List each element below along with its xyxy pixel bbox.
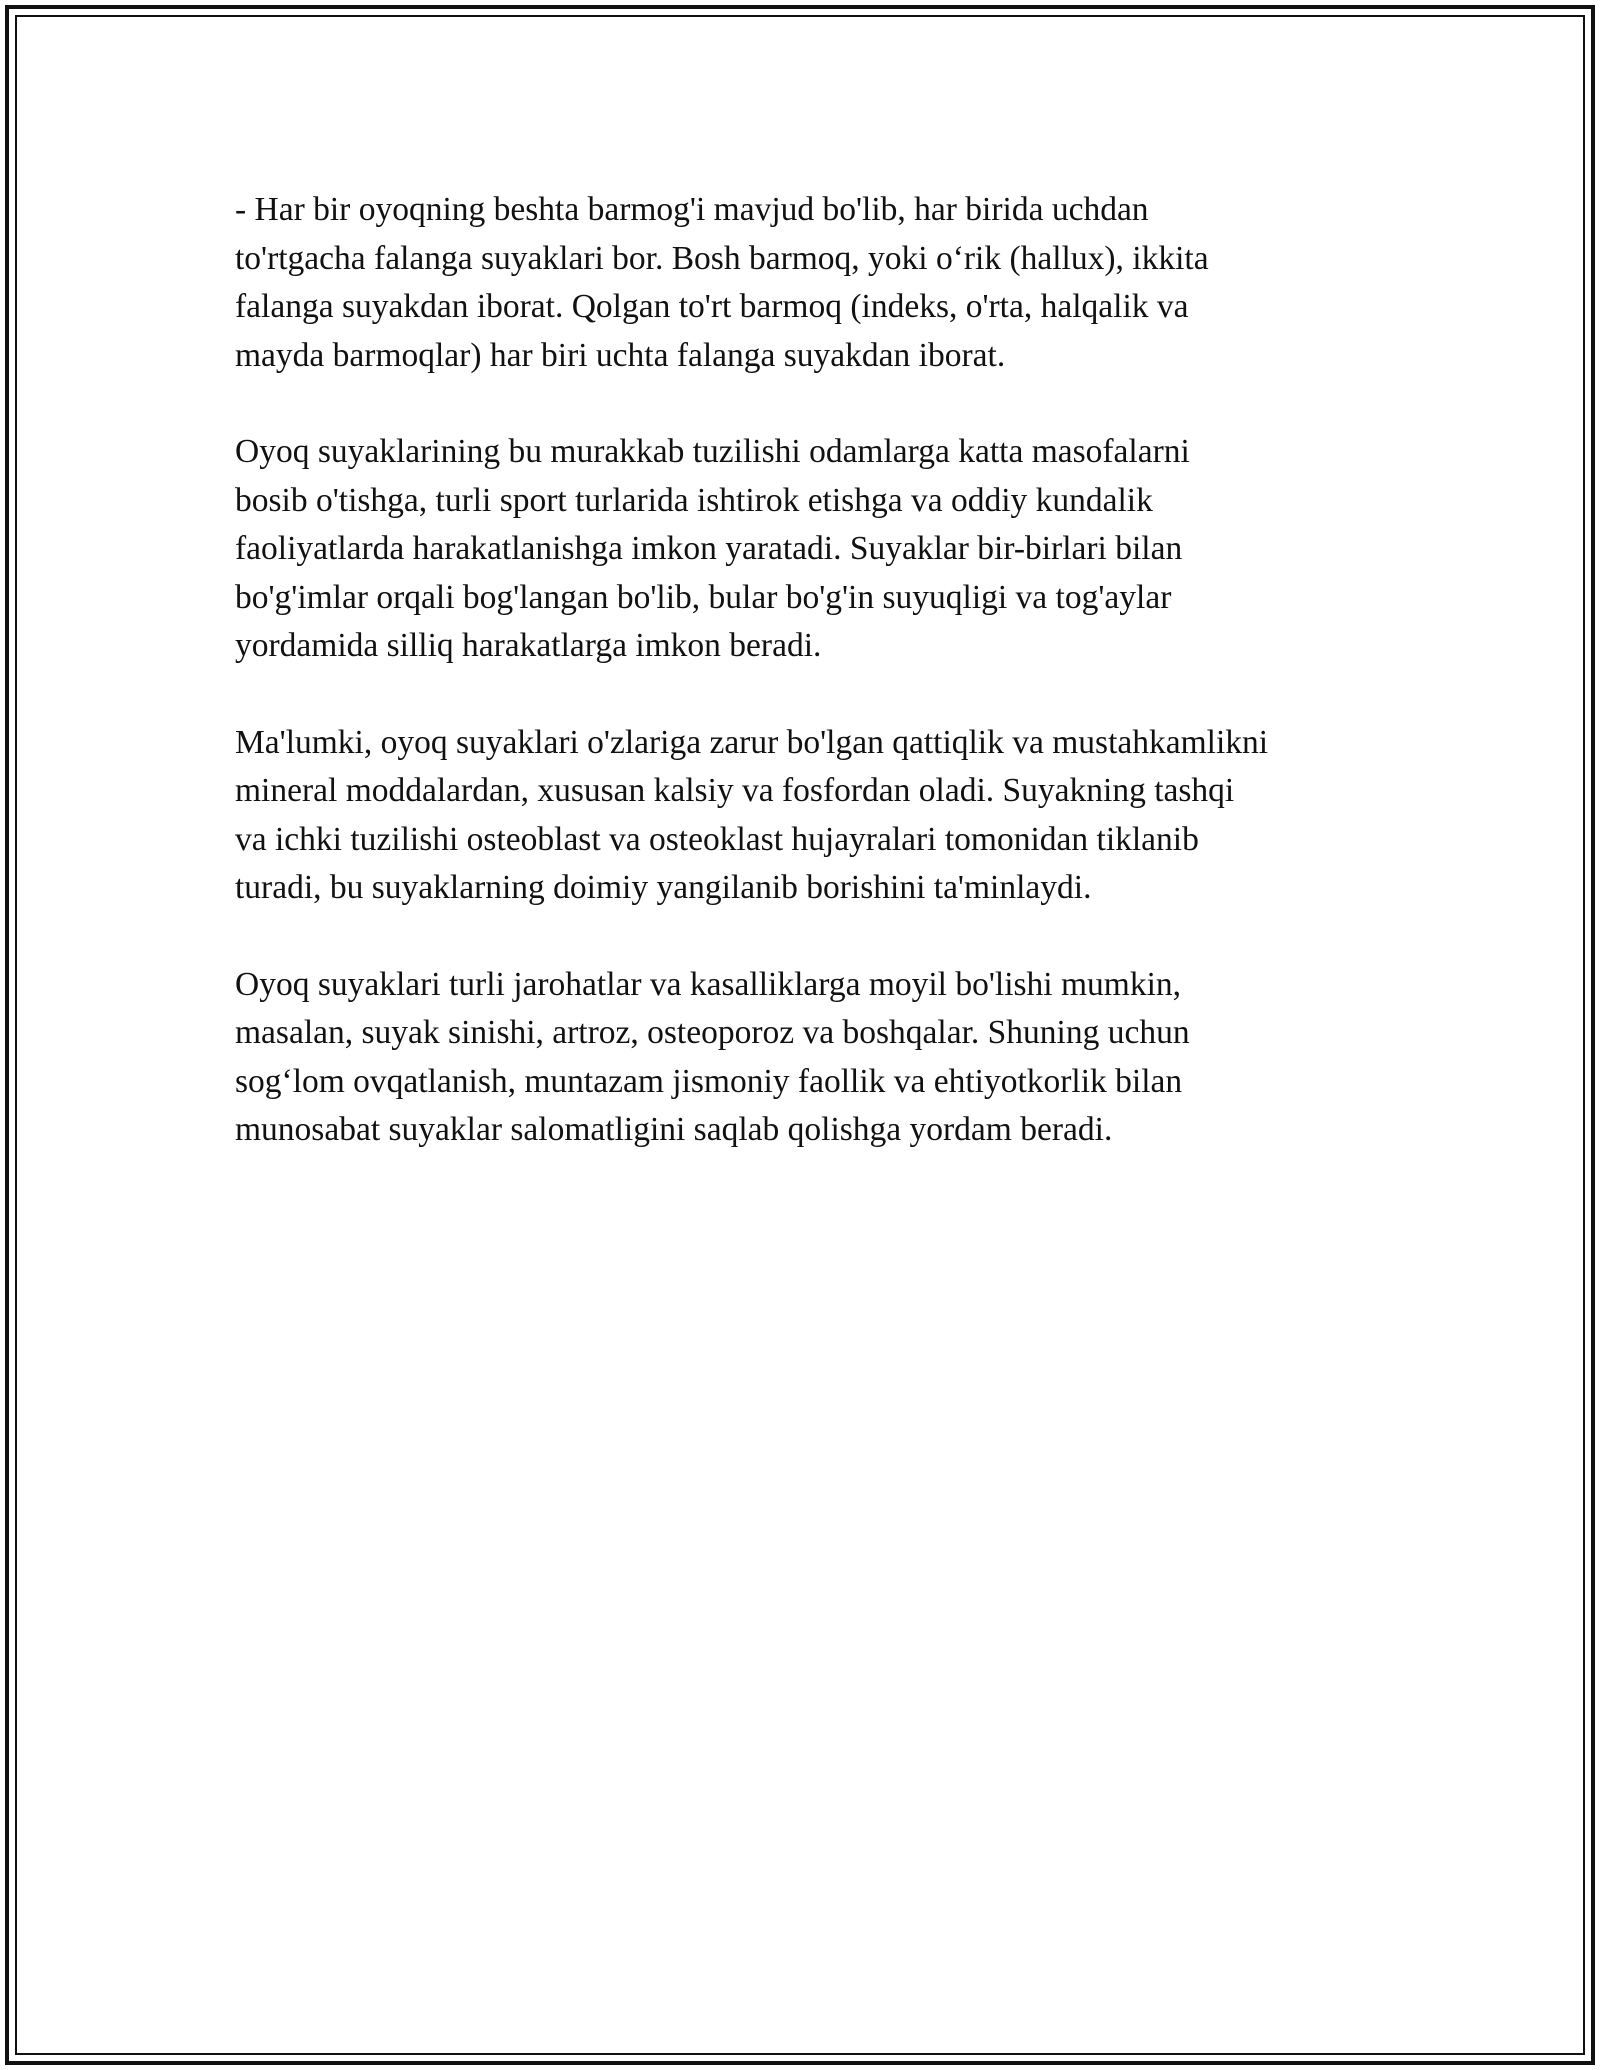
document-body xyxy=(235,186,1395,1203)
paragraph-bone-health: Oyoq suyaklari turli jarohatlar va kasalliklarga moyil bo'lishi mumkin, masalan, suyak sinishi, artroz, osteoporoz va boshqalar. Shuning uchun sog‘lom ovqatlanish, muntazam jismoniy faollik va ehtiyotkorlik bilan munosabat suyaklar salomatligini saqlab qolishga yordam beradi. xyxy=(235,965,1190,1148)
paragraph-toe-phalanges: - Har bir oyoqning beshta barmog'i mavjud bo'lib, har birida uchdan to'rtgacha falanga suyaklari bor. Bosh barmoq, yoki o‘rik (hallux), ikkita falanga suyakdan iborat. Qolgan to'rt barmoq (indeks, o'rta, halqalik va mayda barmoqlar) har biri uchta falanga suyakdan iborat. xyxy=(235,191,1209,374)
paragraph-bone-minerals: Ma'lumki, oyoq suyaklari o'zlariga zarur bo'lgan qattiqlik va mustahkamlikni mineral moddalardan, xususan kalsiy va fosfordan oladi. Suyakning tashqi va ichki tuzilishi osteoblast va osteoklast hujayralari tomonidan tiklanib turadi, bu suyaklarning doimiy yangilanib borishini ta'minlaydi. xyxy=(235,723,1269,906)
paragraph-foot-structure: Oyoq suyaklarining bu murakkab tuzilishi odamlarga katta masofalarni bosib o'tishga, turli sport turlarida ishtirok etishga va oddiy kundalik faoliyatlarda harakatlanishga imkon yaratadi. Suyaklar bir-birlari bilan bo'g'imlar orqali bog'langan bo'lib, bular bo'g'in suyuqligi va tog'aylar yordamida silliq harakatlarga imkon beradi. xyxy=(235,433,1190,664)
